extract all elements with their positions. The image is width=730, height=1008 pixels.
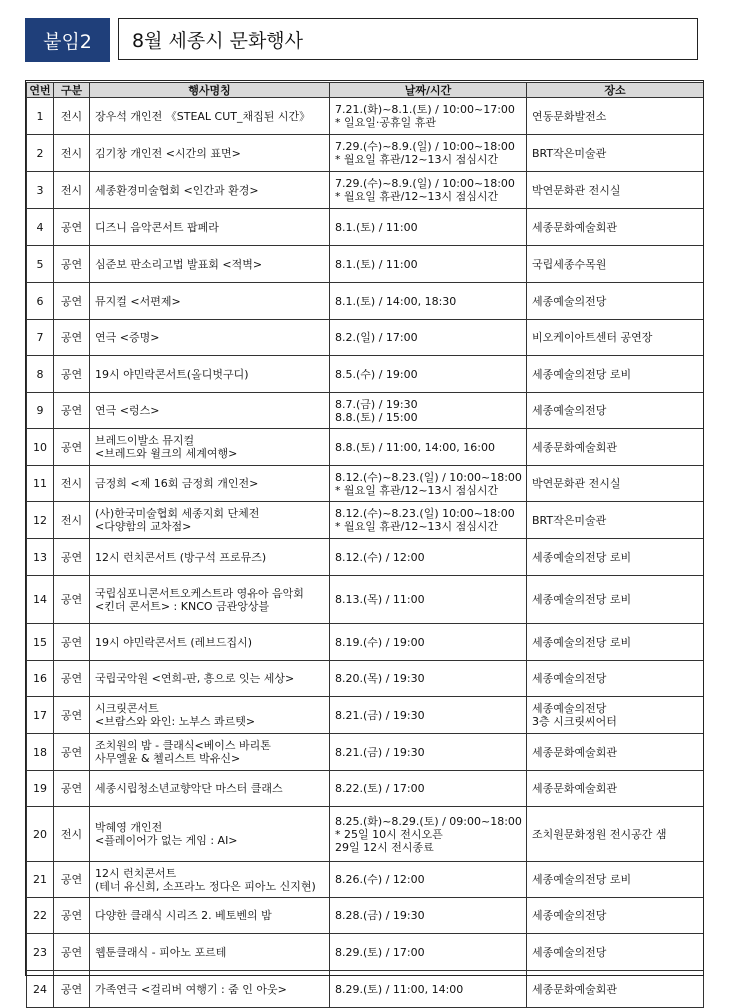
event-date-time-line: 8.19.(수) / 19:00: [335, 635, 425, 649]
event-venue-line: 박연문화관 전시실: [532, 477, 621, 490]
event-date-time-line: * 일요일·공휴일 휴관: [335, 116, 436, 129]
event-name-line: 12시 런치콘서트 (방구석 프로뮤즈): [95, 550, 267, 564]
event-name-line: <브람스와 와인: 노부스 콰르텟>: [95, 715, 256, 728]
event-date-time-line: 8.22.(토) / 17:00: [335, 782, 425, 795]
event-venue: [527, 807, 704, 862]
row-number: 1: [27, 98, 54, 135]
event-venue: [527, 502, 704, 539]
event-name: [90, 98, 330, 135]
event-date-time: [330, 502, 527, 539]
event-date-time-line: 8.2.(일) / 17:00: [335, 331, 418, 344]
row-number: 17: [27, 697, 54, 734]
event-category: 전시: [54, 466, 90, 502]
event-date-time: [330, 135, 527, 172]
event-name-line: 브레드이발소 뮤지컬: [95, 434, 195, 447]
row-number: 7: [27, 320, 54, 356]
event-category: 공연: [54, 429, 90, 466]
event-date-time: [330, 576, 527, 624]
event-date-time: [330, 661, 527, 697]
event-category: 공연: [54, 624, 90, 661]
event-venue: [527, 283, 704, 320]
row-number: 3: [27, 172, 54, 209]
event-date-time-line: 8.1.(토) / 14:00, 18:30: [335, 294, 457, 308]
event-name-line: 연극 <증명>: [95, 331, 160, 344]
table-row: [27, 320, 704, 356]
event-category: 공연: [54, 576, 90, 624]
event-date-time-line: 7.29.(수)~8.9.(일) / 10:00~18:00: [335, 177, 515, 190]
event-date-time-line: * 월요일 휴관/12~13시 점심시간: [335, 153, 499, 166]
event-name: [90, 320, 330, 356]
event-date-time-line: * 25일 10시 전시오픈: [335, 827, 443, 841]
event-date-time-line: 8.8.(토) / 11:00, 14:00, 16:00: [335, 440, 495, 454]
event-name-line: <플레이어가 없는 게임 : AI>: [95, 834, 238, 847]
event-name: [90, 771, 330, 807]
event-name-line: 김기창 개인전 <시간의 표면>: [95, 146, 241, 160]
event-date-time: [330, 807, 527, 862]
page-title: 8월 세종시 문화행사: [118, 18, 698, 60]
event-venue-line: 세종예술의전당 로비: [532, 873, 632, 886]
table-row: [27, 356, 704, 393]
table-row: [27, 734, 704, 771]
event-date-time-line: 8.5.(수) / 19:00: [335, 367, 418, 381]
event-venue-line: 국립세종수목원: [532, 257, 607, 271]
row-number: 16: [27, 661, 54, 697]
column-header-date-time: 날짜/시간: [330, 83, 527, 98]
row-number: 22: [27, 898, 54, 934]
event-name: [90, 862, 330, 898]
event-date-time-line: 29일 12시 전시종료: [335, 840, 434, 854]
event-venue-line: BRT작은미술관: [532, 146, 607, 160]
table-row: [27, 862, 704, 898]
event-venue-line: 세종예술의전당: [532, 909, 607, 922]
event-category: 전시: [54, 98, 90, 135]
event-name-line: 심준보 판소리고법 발표회 <적벽>: [95, 257, 263, 271]
event-name: [90, 135, 330, 172]
table-row: [27, 172, 704, 209]
event-date-time-line: 8.29.(토) / 17:00: [335, 945, 425, 959]
event-category: 공연: [54, 734, 90, 771]
events-table: [26, 82, 704, 1008]
event-category: 공연: [54, 356, 90, 393]
event-venue-line: 3층 시크릿씨어터: [532, 715, 617, 728]
event-venue-line: 세종문화예술회관: [532, 440, 618, 454]
event-name-line: 시크릿콘서트: [95, 702, 159, 715]
table-body: [27, 98, 704, 1008]
row-number: 20: [27, 807, 54, 862]
event-name-line: 국립국악원 <연희-판, 흥으로 잇는 세상>: [95, 672, 295, 685]
event-name: [90, 576, 330, 624]
event-name-line: 12시 런치콘서트: [95, 866, 177, 880]
event-venue-line: 세종문화예술회관: [532, 745, 618, 759]
event-date-time-line: 8.12.(수)~8.23.(일) 10:00~18:00: [335, 507, 515, 520]
event-name-line: 사무엘윤 & 첼리스트 박유신>: [95, 752, 241, 765]
event-name: [90, 356, 330, 393]
event-name-line: 디즈니 음악콘서트 팝페라: [95, 220, 219, 234]
row-number: 15: [27, 624, 54, 661]
event-date-time: [330, 898, 527, 934]
event-date-time-line: * 월요일 휴관/12~13시 점심시간: [335, 520, 499, 533]
event-venue: [527, 934, 704, 971]
table-row: [27, 283, 704, 320]
table-row: [27, 697, 704, 734]
event-date-time: [330, 697, 527, 734]
event-name: [90, 209, 330, 246]
event-name: [90, 393, 330, 429]
event-name-line: <킨더 콘서트> : KNCO 금관앙상블: [95, 599, 270, 613]
event-category: 공연: [54, 320, 90, 356]
table-row: [27, 209, 704, 246]
table-row: [27, 624, 704, 661]
event-date-time: [330, 320, 527, 356]
event-name-line: (사)한국미술협회 세종지회 단체전: [95, 507, 260, 520]
event-venue: [527, 429, 704, 466]
event-venue-line: 조치원문화정원 전시공간 샘: [532, 827, 667, 841]
event-name-line: 연극 <렁스>: [95, 404, 160, 417]
event-category: 공연: [54, 862, 90, 898]
table-row: [27, 898, 704, 934]
event-name: [90, 466, 330, 502]
event-name-line: 세종환경미술협회 <인간과 환경>: [95, 183, 259, 197]
event-date-time-line: 8.1.(토) / 11:00: [335, 257, 418, 271]
event-name: [90, 539, 330, 576]
event-date-time: [330, 862, 527, 898]
table-row: [27, 661, 704, 697]
event-name-line: 금정희 <제 16회 금정희 개인전>: [95, 477, 259, 490]
event-venue-line: 세종예술의전당: [532, 294, 607, 308]
event-venue-line: 세종문화예술회관: [532, 220, 618, 234]
event-category: 전시: [54, 172, 90, 209]
event-venue: [527, 624, 704, 661]
row-number: 14: [27, 576, 54, 624]
event-name-line: (테너 유신희, 소프라노 정다은 피아노 신지현): [95, 879, 316, 893]
row-number: 9: [27, 393, 54, 429]
column-header-venue: 장소: [527, 83, 704, 98]
event-venue: [527, 246, 704, 283]
event-venue-line: 세종문화예술회관: [532, 782, 618, 795]
event-date-time-line: 8.28.(금) / 19:30: [335, 909, 425, 922]
table-row: [27, 429, 704, 466]
event-date-time-line: 8.12.(수) / 12:00: [335, 550, 425, 564]
event-venue-line: 세종예술의전당 로비: [532, 550, 632, 564]
event-venue: [527, 862, 704, 898]
attachment-badge: 붙임2: [25, 18, 110, 62]
event-name-line: 뮤지컬 <서편제>: [95, 294, 181, 308]
event-date-time-line: 8.8.(토) / 15:00: [335, 410, 418, 424]
event-venue-line: 세종예술의전당: [532, 404, 607, 417]
event-date-time: [330, 356, 527, 393]
event-venue: [527, 98, 704, 135]
event-date-time: [330, 771, 527, 807]
table-row: [27, 576, 704, 624]
event-date-time-line: 8.21.(금) / 19:30: [335, 745, 425, 759]
event-date-time-line: 7.29.(수)~8.9.(일) / 10:00~18:00: [335, 140, 515, 153]
event-date-time: [330, 971, 527, 1008]
row-number: 13: [27, 539, 54, 576]
event-date-time-line: * 월요일 휴관/12~13시 점심시간: [335, 483, 499, 497]
event-name: [90, 971, 330, 1008]
row-number: 11: [27, 466, 54, 502]
event-date-time-line: 8.20.(목) / 19:30: [335, 672, 425, 685]
event-venue: [527, 209, 704, 246]
event-name: [90, 807, 330, 862]
event-venue: [527, 135, 704, 172]
event-date-time-line: 8.21.(금) / 19:30: [335, 708, 425, 722]
event-date-time: [330, 624, 527, 661]
row-number: 24: [27, 971, 54, 1008]
event-venue-line: 박연문화관 전시실: [532, 183, 621, 197]
event-name-line: <브레드와 윌크의 세계여행>: [95, 447, 238, 460]
column-header-category: 구분: [54, 83, 90, 98]
event-name-line: 다양한 클래식 시리즈 2. 베토벤의 밤: [95, 909, 272, 922]
table-header-row: [27, 83, 704, 98]
event-date-time: [330, 98, 527, 135]
event-category: 공연: [54, 661, 90, 697]
event-date-time: [330, 172, 527, 209]
event-venue: [527, 734, 704, 771]
event-name: [90, 934, 330, 971]
event-venue-line: 세종예술의전당: [532, 945, 607, 959]
event-name-line: 웹툰클래식 - 피아노 포르테: [95, 945, 227, 959]
event-venue-line: 세종예술의전당 로비: [532, 593, 632, 606]
event-category: 공연: [54, 697, 90, 734]
event-venue: [527, 898, 704, 934]
row-number: 21: [27, 862, 54, 898]
event-date-time: [330, 539, 527, 576]
event-date-time-line: 8.1.(토) / 11:00: [335, 220, 418, 234]
event-category: 공연: [54, 898, 90, 934]
event-venue: [527, 576, 704, 624]
event-name: [90, 697, 330, 734]
event-date-time-line: 8.7.(금) / 19:30: [335, 397, 418, 411]
header: [25, 18, 700, 62]
table-row: [27, 971, 704, 1008]
event-name-line: 세종시립청소년교향악단 마스터 클래스: [95, 782, 283, 795]
event-venue-line: 세종예술의전당: [532, 672, 607, 685]
row-number: 8: [27, 356, 54, 393]
column-header-event-name: 행사명칭: [90, 83, 330, 98]
event-venue: [527, 320, 704, 356]
event-name: [90, 283, 330, 320]
row-number: 5: [27, 246, 54, 283]
event-date-time: [330, 209, 527, 246]
row-number: 23: [27, 934, 54, 971]
row-number: 4: [27, 209, 54, 246]
table-row: [27, 135, 704, 172]
event-category: 공연: [54, 539, 90, 576]
table-row: [27, 246, 704, 283]
event-name: [90, 246, 330, 283]
event-name-line: 국립심포니콘서트오케스트라 영유아 음악회: [95, 586, 304, 600]
event-venue-line: 세종문화예술회관: [532, 982, 618, 996]
event-venue: [527, 172, 704, 209]
event-date-time: [330, 246, 527, 283]
event-name-line: 19시 야민락콘서트(올디벗구디): [95, 367, 249, 381]
table-row: [27, 771, 704, 807]
table-row: [27, 98, 704, 135]
event-date-time-line: 8.12.(수)~8.23.(일) / 10:00~18:00: [335, 470, 522, 484]
event-category: 공연: [54, 934, 90, 971]
event-date-time: [330, 283, 527, 320]
event-name: [90, 429, 330, 466]
event-venue: [527, 539, 704, 576]
event-date-time-line: 8.26.(수) / 12:00: [335, 873, 425, 886]
event-name-line: <다양함의 교차점>: [95, 520, 192, 533]
table-row: [27, 934, 704, 971]
event-name: [90, 502, 330, 539]
event-name-line: 19시 야민락콘서트 (레브드집시): [95, 635, 253, 649]
event-date-time-line: 8.13.(목) / 11:00: [335, 593, 425, 606]
event-category: 공연: [54, 246, 90, 283]
event-venue-line: 세종예술의전당: [532, 702, 607, 715]
event-name-line: 가족연극 <걸리버 여행기 : 줌 인 아웃>: [95, 982, 287, 996]
event-date-time: [330, 734, 527, 771]
table-row: [27, 393, 704, 429]
event-date-time: [330, 393, 527, 429]
row-number: 18: [27, 734, 54, 771]
event-date-time: [330, 466, 527, 502]
event-name-line: 박혜영 개인전: [95, 821, 163, 834]
row-number: 12: [27, 502, 54, 539]
event-category: 전시: [54, 135, 90, 172]
event-venue: [527, 771, 704, 807]
event-category: 공연: [54, 771, 90, 807]
event-category: 공연: [54, 393, 90, 429]
row-number: 6: [27, 283, 54, 320]
event-category: 공연: [54, 209, 90, 246]
event-category: 공연: [54, 971, 90, 1008]
event-date-time: [330, 934, 527, 971]
event-name-line: 조치원의 밤 - 클래식<베이스 바리톤: [95, 739, 271, 752]
event-date-time-line: 8.29.(토) / 11:00, 14:00: [335, 982, 464, 996]
event-date-time: [330, 429, 527, 466]
event-venue-line: BRT작은미술관: [532, 513, 607, 527]
event-venue: [527, 661, 704, 697]
event-category: 공연: [54, 283, 90, 320]
event-category: 전시: [54, 502, 90, 539]
event-venue-line: 비오케이아트센터 공연장: [532, 331, 653, 344]
event-venue: [527, 466, 704, 502]
row-number: 10: [27, 429, 54, 466]
event-venue-line: 세종예술의전당 로비: [532, 635, 632, 649]
event-venue: [527, 393, 704, 429]
event-name: [90, 661, 330, 697]
event-name: [90, 898, 330, 934]
event-name: [90, 624, 330, 661]
event-venue: [527, 356, 704, 393]
event-name-line: 장우석 개인전 《STEAL CUT_채집된 시간》: [95, 109, 311, 123]
row-number: 2: [27, 135, 54, 172]
event-category: 전시: [54, 807, 90, 862]
table-row: [27, 807, 704, 862]
event-venue: [527, 697, 704, 734]
event-date-time-line: * 월요일 휴관/12~13시 점심시간: [335, 190, 499, 203]
event-venue: [527, 971, 704, 1008]
event-name: [90, 172, 330, 209]
table-row: [27, 539, 704, 576]
table-row: [27, 466, 704, 502]
event-name: [90, 734, 330, 771]
row-number: 19: [27, 771, 54, 807]
event-venue-line: 연동문화발전소: [532, 109, 607, 123]
event-venue-line: 세종예술의전당 로비: [532, 367, 632, 381]
table-row: [27, 502, 704, 539]
event-date-time-line: 7.21.(화)~8.1.(토) / 10:00~17:00: [335, 103, 515, 116]
column-header-no: 연번: [27, 83, 54, 98]
event-date-time-line: 8.25.(화)~8.29.(토) / 09:00~18:00: [335, 814, 522, 828]
